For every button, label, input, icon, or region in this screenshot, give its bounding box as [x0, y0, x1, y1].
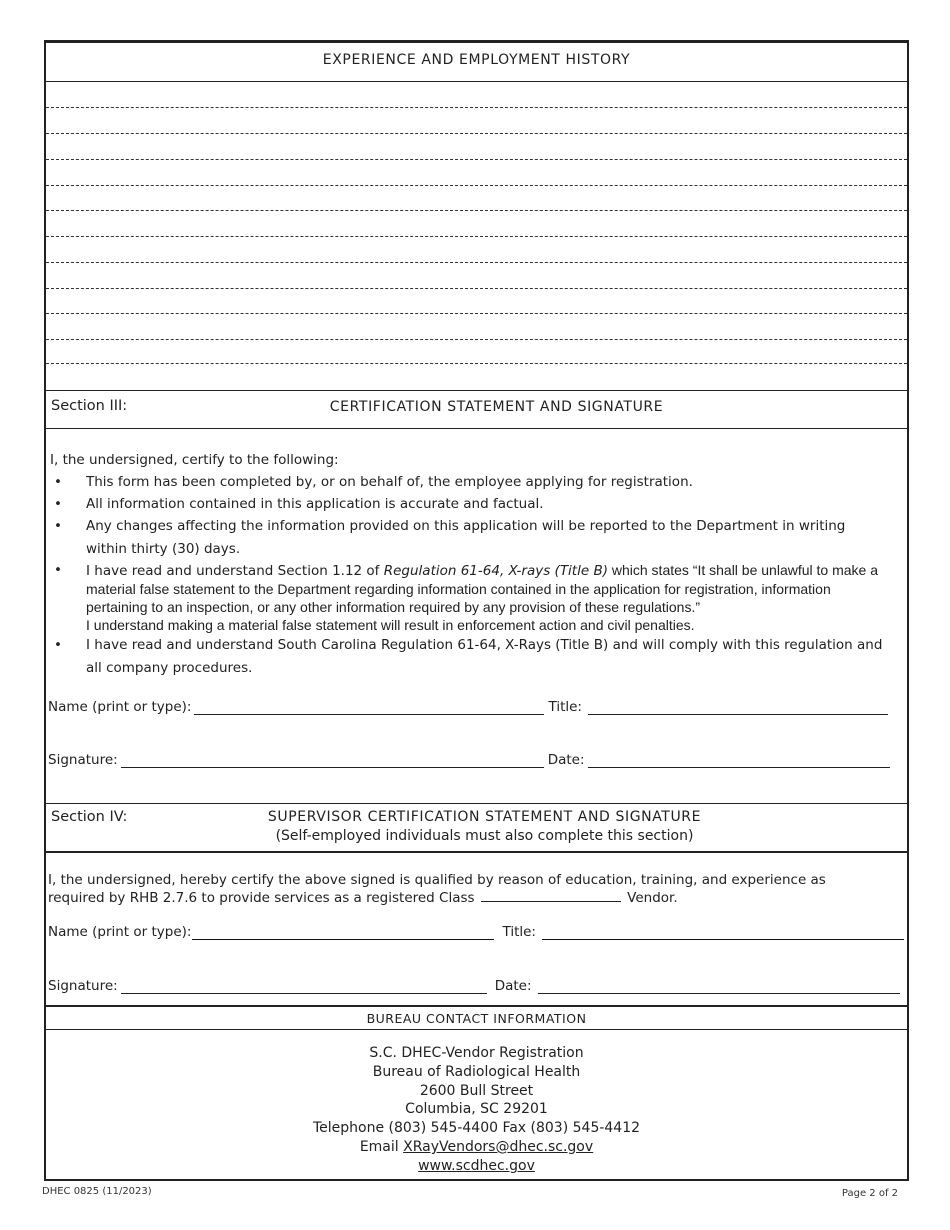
- title-label: Title:: [548, 699, 582, 715]
- title-input[interactable]: [588, 700, 888, 715]
- signature-label: Signature:: [48, 752, 118, 768]
- section3-name-row: [48, 699, 888, 715]
- website-link[interactable]: www.scdhec.gov: [418, 1157, 535, 1174]
- class-input[interactable]: [481, 889, 621, 902]
- divider: [46, 1005, 907, 1007]
- divider: [46, 803, 907, 804]
- divider: [46, 390, 907, 391]
- contact-header: BUREAU CONTACT INFORMATION: [366, 1011, 587, 1026]
- section4-signature-row: [48, 978, 900, 994]
- email-link[interactable]: XRayVendors@dhec.sc.gov: [403, 1138, 594, 1155]
- divider: [46, 81, 907, 82]
- supervisor-name-label: Name (print or type):: [48, 924, 192, 940]
- list-item: • I have read and understand Section 1.12 of Regulation 61-64, X-rays (Title B) which states “It shall be unlawful to make a material false statement to the Department regarding information contained in the application for registration, information pertaining to an inspection, or any other information required by any provision of these regulations.” I understand making a material false statement will result in enforcement action and civil penalties.: [54, 562, 879, 633]
- signature-input[interactable]: [121, 753, 544, 768]
- supervisor-signature-label: Signature:: [48, 978, 118, 994]
- experience-line[interactable]: [46, 210, 907, 211]
- supervisor-title-label: Title:: [502, 924, 536, 940]
- contact-line: Bureau of Radiological Health: [372, 1063, 581, 1080]
- experience-line[interactable]: [46, 363, 907, 364]
- date-label: Date:: [547, 752, 585, 768]
- section4-title: SUPERVISOR CERTIFICATION STATEMENT AND SIGNATURE: [267, 809, 702, 825]
- supervisor-statement: I, the undersigned, hereby certify the above signed is qualified by reason of education, training, and experience as required by RHB 2.7.6 to provide services as a registered Class Vendor.: [48, 872, 826, 906]
- contact-email-row: Email XRayVendors@dhec.sc.gov: [359, 1138, 594, 1155]
- date-input[interactable]: [588, 753, 890, 768]
- page-number: Page 2 of 2: [841, 1188, 898, 1199]
- experience-header: EXPERIENCE AND EMPLOYMENT HISTORY: [322, 52, 631, 68]
- certification-statement: [48, 451, 888, 680]
- form-id: DHEC 0825 (11/2023): [42, 1186, 152, 1197]
- supervisor-name-input[interactable]: [192, 925, 494, 940]
- experience-line[interactable]: [46, 236, 907, 237]
- list-item: • All information contained in this application is accurate and factual.: [54, 496, 544, 512]
- list-item: • This form has been completed by, or on behalf of, the employee applying for registration.: [54, 474, 693, 490]
- experience-line[interactable]: [46, 107, 907, 108]
- experience-line[interactable]: [46, 185, 907, 186]
- list-item: • I have read and understand South Carolina Regulation 61-64, X-Rays (Title B) and will comply with this regulation and all company procedures.: [54, 637, 883, 676]
- experience-line[interactable]: [46, 159, 907, 160]
- list-item: • Any changes affecting the information provided on this application will be reported to the Department in writing within thirty (30) days.: [54, 518, 846, 557]
- name-label: Name (print or type):: [48, 699, 192, 715]
- name-input[interactable]: [194, 700, 544, 715]
- section3-label: Section III:: [51, 398, 128, 414]
- divider: [46, 851, 907, 853]
- divider: [46, 1029, 907, 1030]
- experience-line[interactable]: [46, 339, 907, 340]
- experience-line[interactable]: [46, 288, 907, 289]
- supervisor-date-label: Date:: [494, 978, 532, 994]
- experience-line[interactable]: [46, 313, 907, 314]
- section4-name-row: [48, 924, 904, 940]
- divider: [46, 428, 907, 429]
- certification-bullets: [48, 471, 888, 680]
- section3-title: CERTIFICATION STATEMENT AND SIGNATURE: [329, 399, 664, 415]
- section4-label: Section IV:: [51, 809, 128, 825]
- section4-subtitle: (Self-employed individuals must also complete this section): [275, 828, 694, 844]
- form-frame: [44, 40, 909, 1181]
- supervisor-signature-input[interactable]: [121, 979, 487, 994]
- contact-info: [46, 1044, 907, 1176]
- contact-line: S.C. DHEC-Vendor Registration: [369, 1045, 584, 1061]
- supervisor-title-input[interactable]: [542, 925, 904, 940]
- contact-phone: Telephone (803) 545-4400 Fax (803) 545-4412: [312, 1120, 641, 1137]
- contact-line: Columbia, SC 29201: [405, 1101, 548, 1118]
- supervisor-date-input[interactable]: [538, 979, 900, 994]
- experience-line[interactable]: [46, 133, 907, 134]
- certification-intro: I, the undersigned, certify to the following:: [50, 452, 339, 468]
- contact-line: 2600 Bull Street: [419, 1082, 534, 1099]
- section3-signature-row: [48, 752, 890, 768]
- experience-line[interactable]: [46, 262, 907, 263]
